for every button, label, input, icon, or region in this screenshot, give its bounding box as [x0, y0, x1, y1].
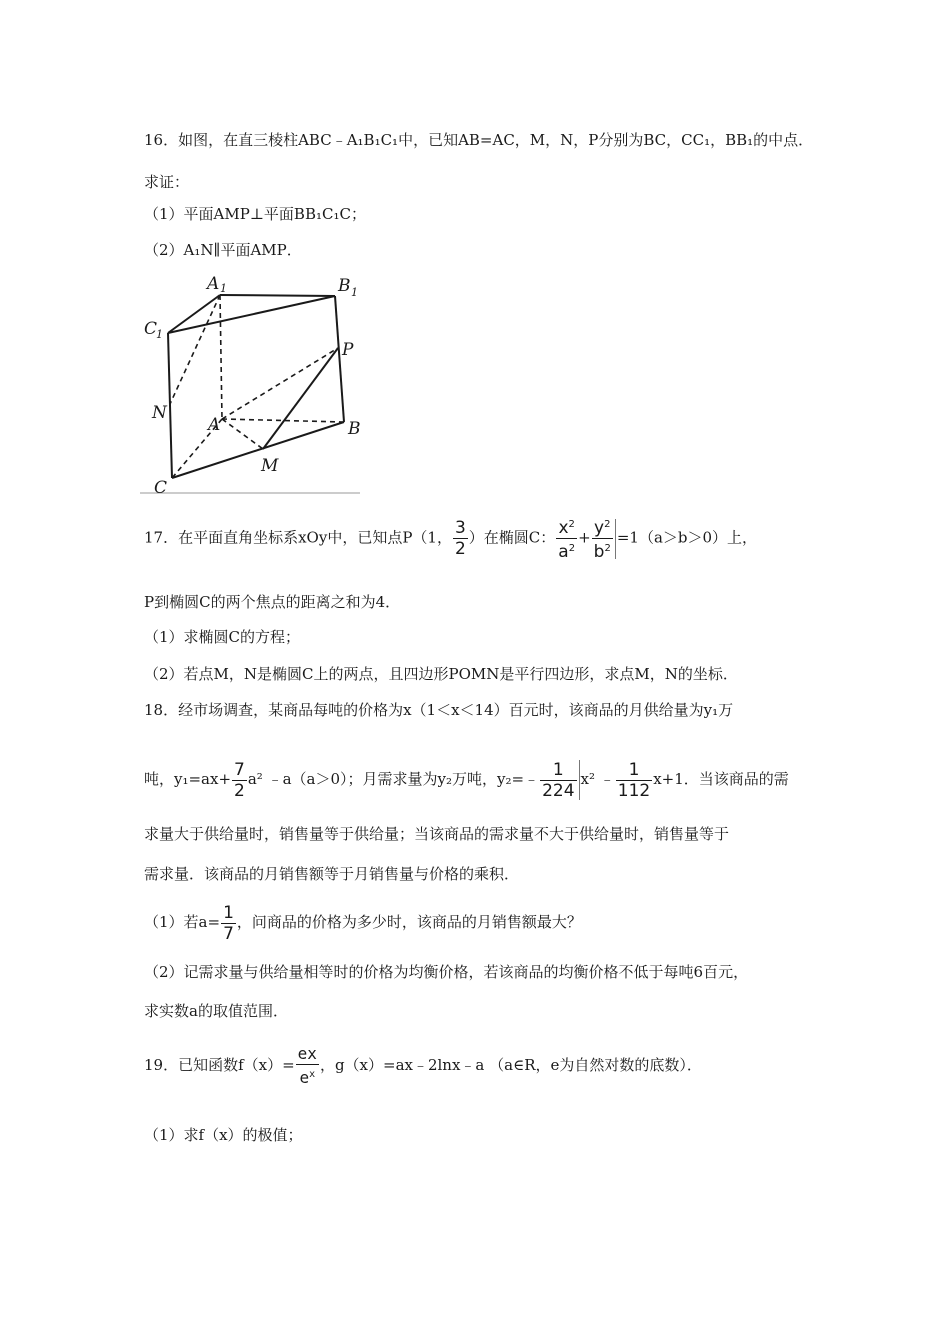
fraction-x2-a2: $\frac{x^2}{a^2}$ — [558, 518, 576, 562]
svg-text:1: 1 — [351, 286, 358, 299]
q18-line2: 吨，y₁=ax+ $\frac{7}{2}$ a² ﹣a（a＞0）；月需求量为y₂万吨，y₂=﹣ $\frac{1}{224}$ x² ﹣ $\frac{1}{112}$ x+1．当该商品的需 — [144, 759, 789, 801]
fraction-y2-b2: $\frac{y^2}{b^2}$ — [593, 518, 611, 562]
label-A1: A — [207, 274, 220, 294]
q16-part2: （2）A₁N∥平面AMP． — [144, 241, 302, 259]
label-C1: C — [144, 319, 158, 339]
fraction-3-2: $\frac{3}{2}$ — [454, 518, 466, 559]
q18-part1: （1）若a= $\frac{1}{7}$ ，问商品的价格为多少时，该商品的月销售额最大？ — [144, 902, 582, 944]
edge-AM — [222, 419, 263, 449]
edge-A1A — [220, 295, 222, 419]
q16-line2: 求证： — [144, 173, 190, 191]
q19-line1: 19．已知函数f（x）= $\frac{ex}{e^x}$ ，g（x）=ax﹣2lnx﹣a （a∈R，e为自然对数的底数）． — [144, 1044, 702, 1087]
q18-line4: 需求量．该商品的月销售额等于月销售量与价格的乘积． — [144, 865, 520, 883]
label-N: N — [152, 403, 167, 423]
q18-part2: （2）记需求量与供给量相等时的价格为均衡价格，若该商品的均衡价格不低于每吨6百元， — [144, 963, 749, 981]
label-P: P — [342, 340, 354, 360]
label-B1: B — [338, 276, 351, 296]
q17-part2: （2）若点M，N是椭圆C上的两点，且四边形POMN是平行四边形，求点M，N的坐标． — [144, 665, 738, 683]
edge-AP — [222, 348, 338, 419]
svg-text:1: 1 — [156, 328, 163, 341]
q17-line2: P到椭圆C的两个焦点的距离之和为4． — [144, 593, 401, 611]
edge-CB — [172, 422, 344, 478]
q18-part2-cont: 求实数a的取值范围． — [144, 1002, 288, 1020]
edge-A1B1 — [220, 295, 335, 296]
edge-A1N — [170, 295, 220, 404]
edge-C1C — [168, 333, 172, 478]
fraction-ex-ex: $\frac{ex}{e^x}$ — [297, 1044, 317, 1087]
fraction-1-7: $\frac{1}{7}$ — [223, 902, 234, 944]
label-M: M — [261, 456, 279, 476]
edge-MP — [263, 348, 338, 449]
q18-line3: 求量大于供给量时，销售量等于供给量；当该商品的需求量不大于供给量时，销售量等于 — [144, 825, 730, 843]
label-A: A — [208, 415, 221, 435]
q17-line1: 17．在平面直角坐标系xOy中，已知点P（1， $\frac{3}{2}$ ）在椭圆C： $\frac{x^2}{a^2}$ + $\frac{y^2}{b^2}$ =1（a＞b＞0）上， — [144, 515, 757, 562]
q17-part1: （1）求椭圆C的方程； — [144, 628, 301, 646]
q18-line1: 18．经市场调查，某商品每吨的价格为x（1＜x＜14）百元时，该商品的月供给量为y₁万 — [144, 701, 734, 719]
fraction-1-112: $\frac{1}{112}$ — [617, 759, 651, 801]
label-B: B — [348, 419, 361, 439]
q16-part1: （1）平面AMP⊥平面BB₁C₁C； — [144, 205, 366, 223]
fraction-1-224: $\frac{1}{224}$ — [542, 759, 575, 801]
prism-figure — [140, 272, 365, 502]
label-C: C — [154, 478, 168, 498]
fraction-7-2: $\frac{7}{2}$ — [234, 759, 245, 801]
q19-part1: （1）求f（x）的极值； — [144, 1126, 303, 1144]
svg-text:1: 1 — [220, 282, 227, 295]
q16-line1: 16．如图，在直三棱柱ABC﹣A₁B₁C₁中，已知AB=AC，M，N，P分别为BC，CC₁，BB₁的中点． — [144, 131, 814, 149]
